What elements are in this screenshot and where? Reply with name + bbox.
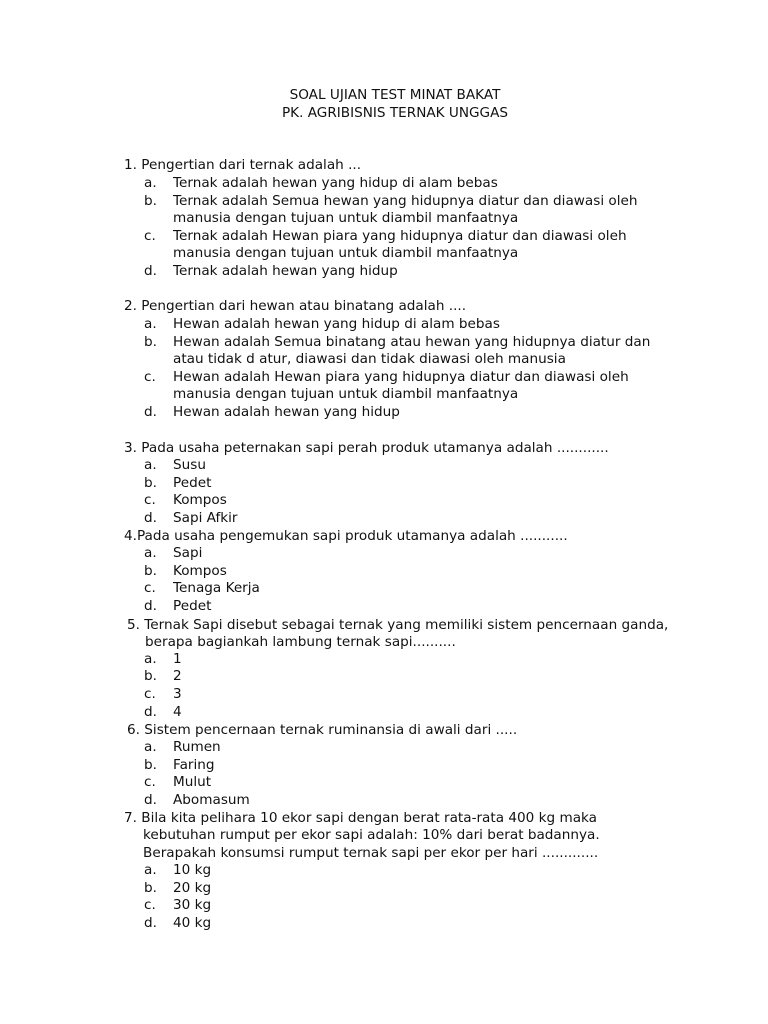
- option-7b: b. 20 kg: [144, 880, 212, 896]
- option-1b-cont: manusia dengan tujuan untuk diambil manfaatnya: [173, 210, 519, 226]
- option-7d: d. 40 kg: [144, 915, 212, 931]
- doc-title-line1: SOAL UJIAN TEST MINAT BAKAT: [289, 87, 501, 103]
- question-5: 5. Ternak Sapi disebut sebagai ternak yang memiliki sistem pencernaan ganda,: [127, 617, 669, 633]
- question-1: 1. Pengertian dari ternak adalah ...: [124, 157, 362, 173]
- option-4d: d. Pedet: [144, 598, 212, 614]
- question-7: 7. Bila kita pelihara 10 ekor sapi dengan berat rata-rata 400 kg maka: [124, 810, 597, 826]
- question-3: 3. Pada usaha peternakan sapi perah produk utamanya adalah ............: [124, 440, 609, 456]
- option-1d: d. Ternak adalah hewan yang hidup: [144, 263, 398, 279]
- option-2c: c. Hewan adalah Hewan piara yang hidupnya diatur dan diawasi oleh: [144, 369, 629, 385]
- option-6a: a. Rumen: [144, 739, 221, 755]
- question-7-cont1: kebutuhan rumput per ekor sapi adalah: 10% dari berat badannya.: [143, 827, 600, 843]
- option-5a: a. 1: [144, 651, 182, 667]
- question-2: 2. Pengertian dari hewan atau binatang adalah ....: [124, 298, 467, 314]
- option-5d: d. 4: [144, 704, 182, 720]
- option-3b: b. Pedet: [144, 475, 212, 491]
- option-7a: a. 10 kg: [144, 862, 212, 878]
- option-3d: d. Sapi Afkir: [144, 510, 238, 526]
- option-5b: b. 2: [144, 668, 182, 684]
- question-6: 6. Sistem pencernaan ternak ruminansia di awali dari .....: [127, 722, 518, 738]
- option-4a: a. Sapi: [144, 545, 203, 561]
- option-3a: a. Susu: [144, 457, 206, 473]
- option-6c: c. Mulut: [144, 774, 212, 790]
- option-4c: c. Tenaga Kerja: [144, 580, 260, 596]
- question-5-cont: berapa bagiankah lambung ternak sapi..........: [145, 634, 456, 650]
- option-4b: b. Kompos: [144, 563, 227, 579]
- option-5c: c. 3: [144, 686, 182, 702]
- option-1c-cont: manusia dengan tujuan untuk diambil manfaatnya: [173, 245, 519, 261]
- option-7c: c. 30 kg: [144, 897, 212, 913]
- option-2a: a. Hewan adalah hewan yang hidup di alam bebas: [144, 316, 500, 332]
- option-2d: d. Hewan adalah hewan yang hidup: [144, 404, 400, 420]
- option-1a: a. Ternak adalah hewan yang hidup di alam bebas: [144, 175, 498, 191]
- option-2c-cont: manusia dengan tujuan untuk diambil manfaatnya: [173, 386, 519, 402]
- question-4: 4.Pada usaha pengemukan sapi produk utamanya adalah ...........: [124, 528, 568, 544]
- option-6b: b. Faring: [144, 757, 215, 773]
- option-1b: b. Ternak adalah Semua hewan yang hidupnya diatur dan diawasi oleh: [144, 193, 638, 209]
- doc-title-line2: PK. AGRIBISNIS TERNAK UNGGAS: [281, 105, 509, 121]
- option-1c: c. Ternak adalah Hewan piara yang hidupnya diatur dan diawasi oleh: [144, 228, 627, 244]
- question-7-cont2: Berapakah konsumsi rumput ternak sapi per ekor per hari .............: [143, 845, 599, 861]
- option-2b-cont: atau tidak d atur, diawasi dan tidak diawasi oleh manusia: [173, 351, 566, 367]
- option-3c: c. Kompos: [144, 492, 227, 508]
- option-2b: b. Hewan adalah Semua binatang atau hewan yang hidupnya diatur dan: [144, 334, 651, 350]
- option-6d: d. Abomasum: [144, 792, 250, 808]
